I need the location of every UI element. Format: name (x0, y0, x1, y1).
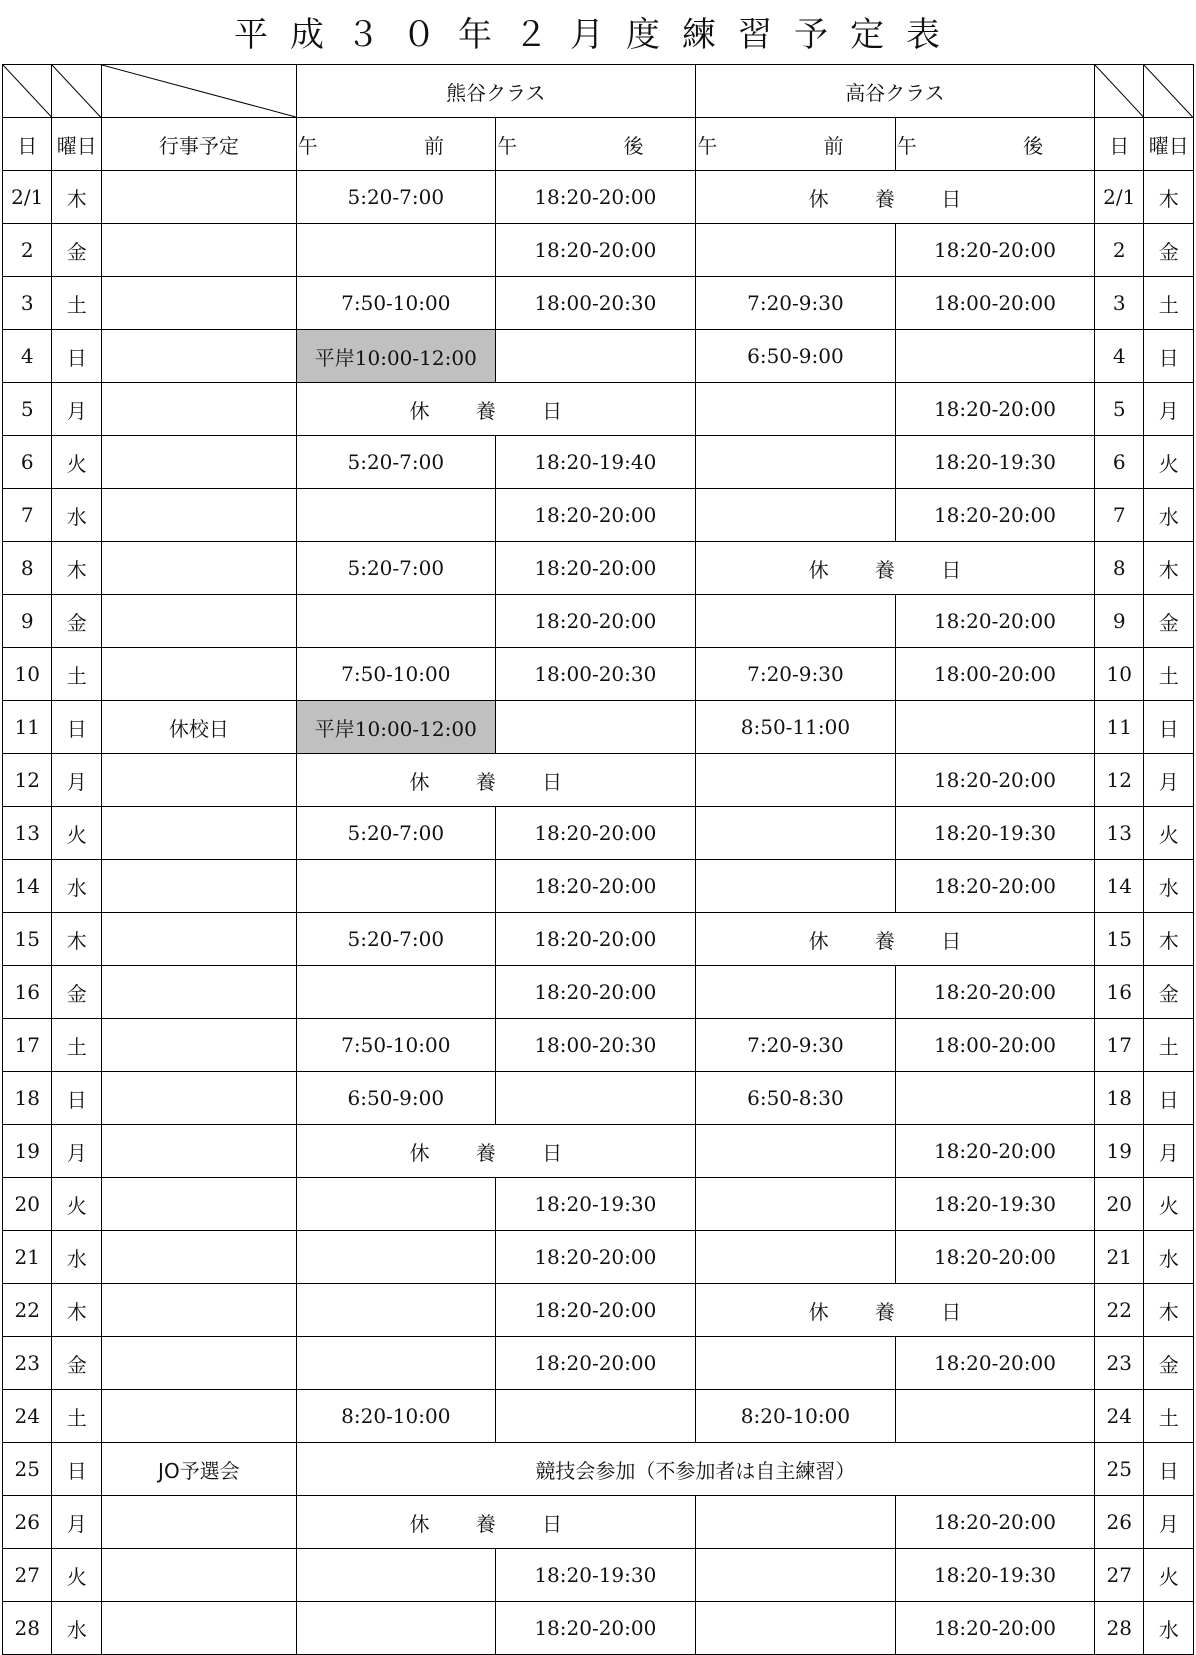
takaya-pm-cell: 18:20-20:00 (895, 1496, 1094, 1549)
day-cell-right: 13 (1094, 807, 1143, 860)
weekday-cell: 火 (52, 436, 101, 489)
table-row (3, 1284, 1194, 1337)
header-row-classes (3, 65, 1194, 118)
kumagaya-am-cell: 5:20-7:00 (296, 436, 495, 489)
takaya-pm-cell: 18:20-20:00 (895, 224, 1094, 277)
kumagaya-pm-cell: 18:20-20:00 (495, 966, 695, 1019)
day-cell: 17 (3, 1019, 52, 1072)
diagonal-cell (101, 65, 296, 118)
table-row (3, 648, 1194, 701)
takaya-am-cell (695, 436, 895, 489)
takaya-rest-day-cell: 休 養 日 (695, 1284, 1094, 1337)
table-row (3, 330, 1194, 383)
table-row (3, 171, 1194, 224)
weekday-cell-right: 日 (1144, 330, 1194, 383)
weekday-cell-right: 木 (1144, 1284, 1194, 1337)
day-cell-right: 4 (1094, 330, 1143, 383)
kumagaya-rest-day-cell: 休 養 日 (296, 1496, 695, 1549)
kumagaya-am-cell: 5:20-7:00 (296, 542, 495, 595)
takaya-rest-day-cell: 休 養 日 (695, 913, 1094, 966)
day-cell-right: 18 (1094, 1072, 1143, 1125)
weekday-cell-right: 日 (1144, 701, 1194, 754)
day-cell: 28 (3, 1602, 52, 1655)
day-cell: 5 (3, 383, 52, 436)
kumagaya-rest-day-cell: 休 養 日 (296, 1125, 695, 1178)
weekday-cell-right: 月 (1144, 1496, 1194, 1549)
kumagaya-pm-cell: 18:20-20:00 (495, 1231, 695, 1284)
weekday-cell: 月 (52, 1125, 101, 1178)
weekday-cell: 水 (52, 489, 101, 542)
class-takaya-header: 高谷クラス (695, 65, 1094, 118)
weekday-cell-right: 月 (1144, 754, 1194, 807)
takaya-am-cell (695, 1602, 895, 1655)
kumagaya-am-cell (296, 1602, 495, 1655)
weekday-cell-right: 木 (1144, 542, 1194, 595)
day-cell-right: 3 (1094, 277, 1143, 330)
day-cell-right: 15 (1094, 913, 1143, 966)
takaya-pm-cell: 18:00-20:00 (895, 277, 1094, 330)
event-cell (101, 807, 296, 860)
schedule-table (2, 64, 1194, 1655)
day-cell-right: 9 (1094, 595, 1143, 648)
kumagaya-am-cell (296, 1284, 495, 1337)
weekday-cell: 土 (52, 1390, 101, 1443)
day-cell: 7 (3, 489, 52, 542)
event-cell (101, 489, 296, 542)
event-cell (101, 1496, 296, 1549)
takaya-am-cell (695, 1231, 895, 1284)
day-cell-right: 8 (1094, 542, 1143, 595)
kumagaya-pm-cell: 18:20-20:00 (495, 171, 695, 224)
takaya-pm-cell: 18:20-20:00 (895, 1125, 1094, 1178)
kumagaya-pm-header: 午 後 (495, 118, 695, 171)
weekday-cell-right: 金 (1144, 966, 1194, 1019)
kumagaya-pm-cell (495, 701, 695, 754)
day-cell-right: 14 (1094, 860, 1143, 913)
table-row (3, 383, 1194, 436)
kumagaya-pm-cell: 18:20-20:00 (495, 1337, 695, 1390)
takaya-rest-day-cell: 休 養 日 (695, 542, 1094, 595)
day-cell-right: 7 (1094, 489, 1143, 542)
takaya-pm-cell: 18:20-20:00 (895, 966, 1094, 1019)
day-cell-right: 20 (1094, 1178, 1143, 1231)
weekday-cell-right: 土 (1144, 1390, 1194, 1443)
day-cell: 14 (3, 860, 52, 913)
day-cell: 27 (3, 1549, 52, 1602)
weekday-cell: 火 (52, 807, 101, 860)
kumagaya-pm-cell: 18:00-20:30 (495, 1019, 695, 1072)
takaya-am-cell (695, 966, 895, 1019)
weekday-cell: 水 (52, 1602, 101, 1655)
table-row (3, 1390, 1194, 1443)
table-row (3, 1072, 1194, 1125)
takaya-am-cell (695, 754, 895, 807)
kumagaya-am-cell (296, 489, 495, 542)
weekday-cell-right: 金 (1144, 1337, 1194, 1390)
weekday-cell: 月 (52, 383, 101, 436)
kumagaya-pm-cell: 18:20-20:00 (495, 860, 695, 913)
day-cell: 21 (3, 1231, 52, 1284)
kumagaya-am-cell: 6:50-9:00 (296, 1072, 495, 1125)
kumagaya-pm-cell: 18:20-20:00 (495, 489, 695, 542)
takaya-am-cell: 6:50-8:30 (695, 1072, 895, 1125)
takaya-pm-cell (895, 701, 1094, 754)
table-row (3, 1231, 1194, 1284)
col-weekday-header: 曜日 (52, 118, 101, 171)
event-cell (101, 436, 296, 489)
weekday-cell: 金 (52, 1337, 101, 1390)
weekday-cell: 月 (52, 1496, 101, 1549)
day-cell-right: 2 (1094, 224, 1143, 277)
header-row-columns (3, 118, 1194, 171)
kumagaya-am-cell (296, 1231, 495, 1284)
diagonal-cell (52, 65, 101, 118)
day-cell-right: 5 (1094, 383, 1143, 436)
table-row (3, 542, 1194, 595)
kumagaya-pm-cell: 18:00-20:30 (495, 648, 695, 701)
weekday-cell-right: 月 (1144, 383, 1194, 436)
weekday-cell: 火 (52, 1178, 101, 1231)
kumagaya-pm-cell: 18:20-20:00 (495, 542, 695, 595)
weekday-cell-right: 火 (1144, 1178, 1194, 1231)
event-cell (101, 171, 296, 224)
event-cell (101, 1602, 296, 1655)
table-row (3, 1337, 1194, 1390)
takaya-pm-cell: 18:20-20:00 (895, 1337, 1094, 1390)
day-cell: 10 (3, 648, 52, 701)
table-row (3, 224, 1194, 277)
table-row (3, 1496, 1194, 1549)
weekday-cell: 土 (52, 277, 101, 330)
day-cell: 12 (3, 754, 52, 807)
col-day-header-right: 日 (1094, 118, 1143, 171)
takaya-pm-cell: 18:00-20:00 (895, 1019, 1094, 1072)
kumagaya-pm-cell: 18:20-20:00 (495, 1284, 695, 1337)
weekday-cell: 木 (52, 913, 101, 966)
day-cell: 20 (3, 1178, 52, 1231)
takaya-pm-cell: 18:20-20:00 (895, 383, 1094, 436)
takaya-pm-cell (895, 330, 1094, 383)
day-cell-right: 11 (1094, 701, 1143, 754)
weekday-cell-right: 金 (1144, 224, 1194, 277)
event-cell (101, 1072, 296, 1125)
day-cell-right: 22 (1094, 1284, 1143, 1337)
table-row (3, 595, 1194, 648)
weekday-cell: 木 (52, 542, 101, 595)
kumagaya-rest-day-cell: 休 養 日 (296, 383, 695, 436)
day-cell-right: 17 (1094, 1019, 1143, 1072)
weekday-cell: 日 (52, 701, 101, 754)
takaya-pm-cell (895, 1072, 1094, 1125)
event-cell (101, 1337, 296, 1390)
kumagaya-pm-cell (495, 1072, 695, 1125)
kumagaya-am-cell: 7:50-10:00 (296, 277, 495, 330)
weekday-cell: 日 (52, 330, 101, 383)
table-row (3, 913, 1194, 966)
day-cell-right: 2/1 (1094, 171, 1143, 224)
table-row (3, 277, 1194, 330)
takaya-pm-cell: 18:20-20:00 (895, 754, 1094, 807)
weekday-cell-right: 火 (1144, 1549, 1194, 1602)
day-cell-right: 28 (1094, 1602, 1143, 1655)
day-cell: 11 (3, 701, 52, 754)
kumagaya-pm-cell: 18:20-20:00 (495, 913, 695, 966)
event-cell (101, 1231, 296, 1284)
table-row (3, 489, 1194, 542)
weekday-cell: 金 (52, 224, 101, 277)
kumagaya-am-cell: 平岸10:00-12:00 (296, 701, 495, 754)
weekday-cell: 水 (52, 1231, 101, 1284)
takaya-am-cell (695, 595, 895, 648)
day-cell: 8 (3, 542, 52, 595)
event-cell (101, 860, 296, 913)
weekday-cell-right: 土 (1144, 1019, 1194, 1072)
day-cell-right: 12 (1094, 754, 1143, 807)
takaya-am-cell (695, 224, 895, 277)
day-cell-right: 25 (1094, 1443, 1143, 1496)
table-row (3, 1549, 1194, 1602)
event-cell (101, 1549, 296, 1602)
weekday-cell-right: 火 (1144, 436, 1194, 489)
kumagaya-am-cell (296, 1549, 495, 1602)
day-cell-right: 27 (1094, 1549, 1143, 1602)
day-cell: 19 (3, 1125, 52, 1178)
event-cell (101, 224, 296, 277)
event-cell (101, 383, 296, 436)
table-row (3, 1019, 1194, 1072)
table-row (3, 1125, 1194, 1178)
takaya-pm-cell: 18:20-19:30 (895, 1178, 1094, 1231)
col-weekday-header-right: 曜日 (1144, 118, 1194, 171)
takaya-am-cell: 6:50-9:00 (695, 330, 895, 383)
kumagaya-am-cell: 8:20-10:00 (296, 1390, 495, 1443)
day-cell-right: 16 (1094, 966, 1143, 1019)
kumagaya-am-cell (296, 860, 495, 913)
kumagaya-am-cell: 5:20-7:00 (296, 913, 495, 966)
kumagaya-pm-cell: 18:20-20:00 (495, 1602, 695, 1655)
weekday-cell: 木 (52, 171, 101, 224)
takaya-am-cell (695, 860, 895, 913)
diagonal-cell (1094, 65, 1143, 118)
event-cell (101, 330, 296, 383)
takaya-am-cell: 7:20-9:30 (695, 648, 895, 701)
kumagaya-pm-cell (495, 1390, 695, 1443)
weekday-cell-right: 木 (1144, 171, 1194, 224)
kumagaya-am-cell (296, 595, 495, 648)
kumagaya-am-cell (296, 1178, 495, 1231)
weekday-cell: 金 (52, 595, 101, 648)
kumagaya-pm-cell: 18:20-20:00 (495, 595, 695, 648)
takaya-pm-cell: 18:20-20:00 (895, 489, 1094, 542)
takaya-am-cell (695, 1178, 895, 1231)
col-day-header: 日 (3, 118, 52, 171)
kumagaya-am-cell (296, 1337, 495, 1390)
kumagaya-pm-cell: 18:20-19:30 (495, 1549, 695, 1602)
weekday-cell: 土 (52, 1019, 101, 1072)
table-row (3, 1178, 1194, 1231)
event-cell (101, 277, 296, 330)
kumagaya-am-cell: 5:20-7:00 (296, 807, 495, 860)
takaya-am-cell: 8:20-10:00 (695, 1390, 895, 1443)
kumagaya-am-cell: 平岸10:00-12:00 (296, 330, 495, 383)
weekday-cell-right: 土 (1144, 648, 1194, 701)
takaya-am-cell (695, 1337, 895, 1390)
schedule-body (3, 65, 1194, 1655)
event-cell (101, 648, 296, 701)
takaya-am-cell (695, 807, 895, 860)
weekday-cell: 金 (52, 966, 101, 1019)
weekday-cell: 日 (52, 1443, 101, 1496)
page-title: 平成３０年２月度練習予定表 (234, 15, 962, 55)
takaya-am-cell (695, 383, 895, 436)
takaya-pm-cell: 18:20-20:00 (895, 1231, 1094, 1284)
event-cell (101, 754, 296, 807)
day-cell: 26 (3, 1496, 52, 1549)
event-cell (101, 966, 296, 1019)
day-cell: 4 (3, 330, 52, 383)
diagonal-cell (1144, 65, 1194, 118)
weekday-cell-right: 水 (1144, 1602, 1194, 1655)
kumagaya-pm-cell: 18:00-20:30 (495, 277, 695, 330)
day-cell: 2/1 (3, 171, 52, 224)
day-cell: 13 (3, 807, 52, 860)
col-event-header: 行事予定 (101, 118, 296, 171)
takaya-pm-cell: 18:20-19:30 (895, 1549, 1094, 1602)
takaya-am-cell: 7:20-9:30 (695, 277, 895, 330)
event-cell (101, 913, 296, 966)
event-cell (101, 1019, 296, 1072)
table-row (3, 966, 1194, 1019)
weekday-cell: 日 (52, 1072, 101, 1125)
day-cell: 16 (3, 966, 52, 1019)
kumagaya-am-cell: 7:50-10:00 (296, 648, 495, 701)
class-kumagaya-header: 熊谷クラス (296, 65, 695, 118)
takaya-am-cell (695, 1496, 895, 1549)
weekday-cell-right: 水 (1144, 1231, 1194, 1284)
weekday-cell-right: 木 (1144, 913, 1194, 966)
weekday-cell: 火 (52, 1549, 101, 1602)
weekday-cell-right: 日 (1144, 1072, 1194, 1125)
kumagaya-am-cell: 7:50-10:00 (296, 1019, 495, 1072)
takaya-am-cell (695, 1125, 895, 1178)
table-row (3, 436, 1194, 489)
day-cell: 23 (3, 1337, 52, 1390)
table-row (3, 860, 1194, 913)
weekday-cell-right: 水 (1144, 860, 1194, 913)
weekday-cell-right: 日 (1144, 1443, 1194, 1496)
day-cell: 18 (3, 1072, 52, 1125)
weekday-cell: 木 (52, 1284, 101, 1337)
kumagaya-am-cell: 5:20-7:00 (296, 171, 495, 224)
weekday-cell: 水 (52, 860, 101, 913)
day-cell-right: 23 (1094, 1337, 1143, 1390)
table-row (3, 754, 1194, 807)
kumagaya-pm-cell: 18:20-19:40 (495, 436, 695, 489)
kumagaya-rest-day-cell: 休 養 日 (296, 754, 695, 807)
kumagaya-am-header: 午 前 (296, 118, 495, 171)
kumagaya-pm-cell (495, 330, 695, 383)
day-cell-right: 19 (1094, 1125, 1143, 1178)
day-cell: 2 (3, 224, 52, 277)
day-cell-right: 24 (1094, 1390, 1143, 1443)
takaya-am-cell: 8:50-11:00 (695, 701, 895, 754)
takaya-am-cell (695, 1549, 895, 1602)
kumagaya-pm-cell: 18:20-19:30 (495, 1178, 695, 1231)
event-cell: 休校日 (101, 701, 296, 754)
day-cell: 6 (3, 436, 52, 489)
takaya-am-cell (695, 489, 895, 542)
day-cell-right: 10 (1094, 648, 1143, 701)
event-cell (101, 1390, 296, 1443)
table-row (3, 701, 1194, 754)
weekday-cell-right: 金 (1144, 595, 1194, 648)
day-cell: 24 (3, 1390, 52, 1443)
event-cell (101, 595, 296, 648)
table-row (3, 1443, 1194, 1496)
table-row (3, 1602, 1194, 1655)
event-cell: JO予選会 (101, 1443, 296, 1496)
day-cell: 3 (3, 277, 52, 330)
weekday-cell: 月 (52, 754, 101, 807)
takaya-pm-cell: 18:20-20:00 (895, 860, 1094, 913)
takaya-am-cell: 7:20-9:30 (695, 1019, 895, 1072)
takaya-pm-cell: 18:20-19:30 (895, 436, 1094, 489)
weekday-cell-right: 水 (1144, 489, 1194, 542)
weekday-cell: 土 (52, 648, 101, 701)
table-row (3, 807, 1194, 860)
competition-note-cell: 競技会参加（不参加者は自主練習） (296, 1443, 1094, 1496)
event-cell (101, 1178, 296, 1231)
weekday-cell-right: 火 (1144, 807, 1194, 860)
kumagaya-am-cell (296, 224, 495, 277)
takaya-rest-day-cell: 休 養 日 (695, 171, 1094, 224)
weekday-cell-right: 月 (1144, 1125, 1194, 1178)
day-cell: 22 (3, 1284, 52, 1337)
day-cell-right: 26 (1094, 1496, 1143, 1549)
diagonal-cell (3, 65, 52, 118)
day-cell: 15 (3, 913, 52, 966)
takaya-pm-cell (895, 1390, 1094, 1443)
takaya-pm-header: 午 後 (895, 118, 1094, 171)
event-cell (101, 542, 296, 595)
takaya-pm-cell: 18:20-20:00 (895, 1602, 1094, 1655)
takaya-pm-cell: 18:20-19:30 (895, 807, 1094, 860)
event-cell (101, 1284, 296, 1337)
kumagaya-pm-cell: 18:20-20:00 (495, 224, 695, 277)
event-cell (101, 1125, 296, 1178)
takaya-am-header: 午 前 (695, 118, 895, 171)
weekday-cell-right: 土 (1144, 277, 1194, 330)
takaya-pm-cell: 18:00-20:00 (895, 648, 1094, 701)
kumagaya-am-cell (296, 966, 495, 1019)
day-cell: 25 (3, 1443, 52, 1496)
kumagaya-pm-cell: 18:20-20:00 (495, 807, 695, 860)
day-cell-right: 21 (1094, 1231, 1143, 1284)
day-cell-right: 6 (1094, 436, 1143, 489)
day-cell: 9 (3, 595, 52, 648)
takaya-pm-cell: 18:20-20:00 (895, 595, 1094, 648)
